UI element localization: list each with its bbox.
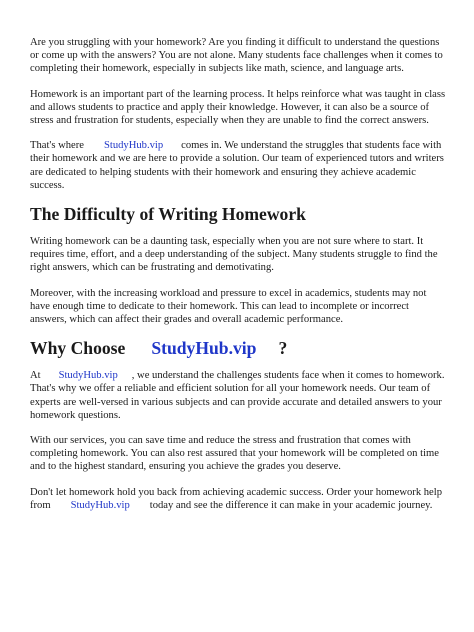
solution-paragraph: [30, 139, 448, 192]
offer-paragraph: [30, 369, 448, 422]
why-choose-heading: [30, 338, 448, 359]
why-choose-question-mark: ?: [278, 338, 288, 359]
workload-paragraph: Moreover, with the increasing workload and pressure to excel in academics, students may not have enough time to dedicate to their homework. This can lead to incomplete or incorrect answers, which can affect their grades and overall academic performance.: [30, 287, 427, 326]
difficulty-paragraph: Writing homework can be a daunting task, especially when you are not sure where to start. It requires time, effort, and a deep understanding of the subject. Many students struggle to find the right answers, which can be frustrating and demotivating.: [30, 236, 438, 274]
solution-text-before: That's where: [30, 140, 84, 152]
offer-text-after: , we understand the challenges students face when it comes to homework. That's why we offer a reliable and efficient solution for all your homework needs. Our team of experts are well-versed in various subjects and can provide accurate and detailed answers to your homework questions.: [30, 370, 445, 421]
closing-text-before: Don't let homework hold you back from achieving academic success. Order your homework help from: [30, 486, 442, 511]
difficulty-heading: The Difficulty of Writing Homework: [30, 204, 306, 225]
article-body: [30, 36, 448, 524]
solution-text-after: comes in. We understand the struggles that students face with their homework and we are here to provide a solution. Our team of experienced tutors and writers are dedicated to helping students with their homework and ensuring they achieve academic success.: [30, 140, 444, 191]
why-choose-text: Why Choose: [30, 338, 126, 359]
studyhub-heading-link[interactable]: StudyHub.vip: [151, 338, 257, 359]
offer-text-before: At: [30, 370, 41, 382]
importance-paragraph: Homework is an important part of the learning process. It helps reinforce what was taught in class and allows students to practice and apply their knowledge. However, it can also be a source of stress and frustration for students, especially when they are unable to find the correct answers.: [30, 88, 446, 127]
intro-paragraph: Are you struggling with your homework? Are you finding it difficult to understand the questions or come up with the answers? You are not alone. Many students face challenges when it comes to completing their homework, especially in subjects like math, science, and language arts.: [30, 37, 443, 75]
services-paragraph: With our services, you can save time and reduce the stress and frustration that comes with completing homework. You can also rest assured that your homework will be completed on time and to the highest standard, ensuring you achieve the grades you deserve.: [30, 435, 439, 473]
studyhub-link[interactable]: StudyHub.vip: [70, 499, 130, 511]
studyhub-link[interactable]: StudyHub.vip: [103, 140, 164, 152]
studyhub-link[interactable]: StudyHub.vip: [58, 370, 118, 382]
closing-text-after: today and see the difference it can make in your academic journey.: [149, 499, 433, 511]
closing-paragraph: [30, 486, 448, 512]
